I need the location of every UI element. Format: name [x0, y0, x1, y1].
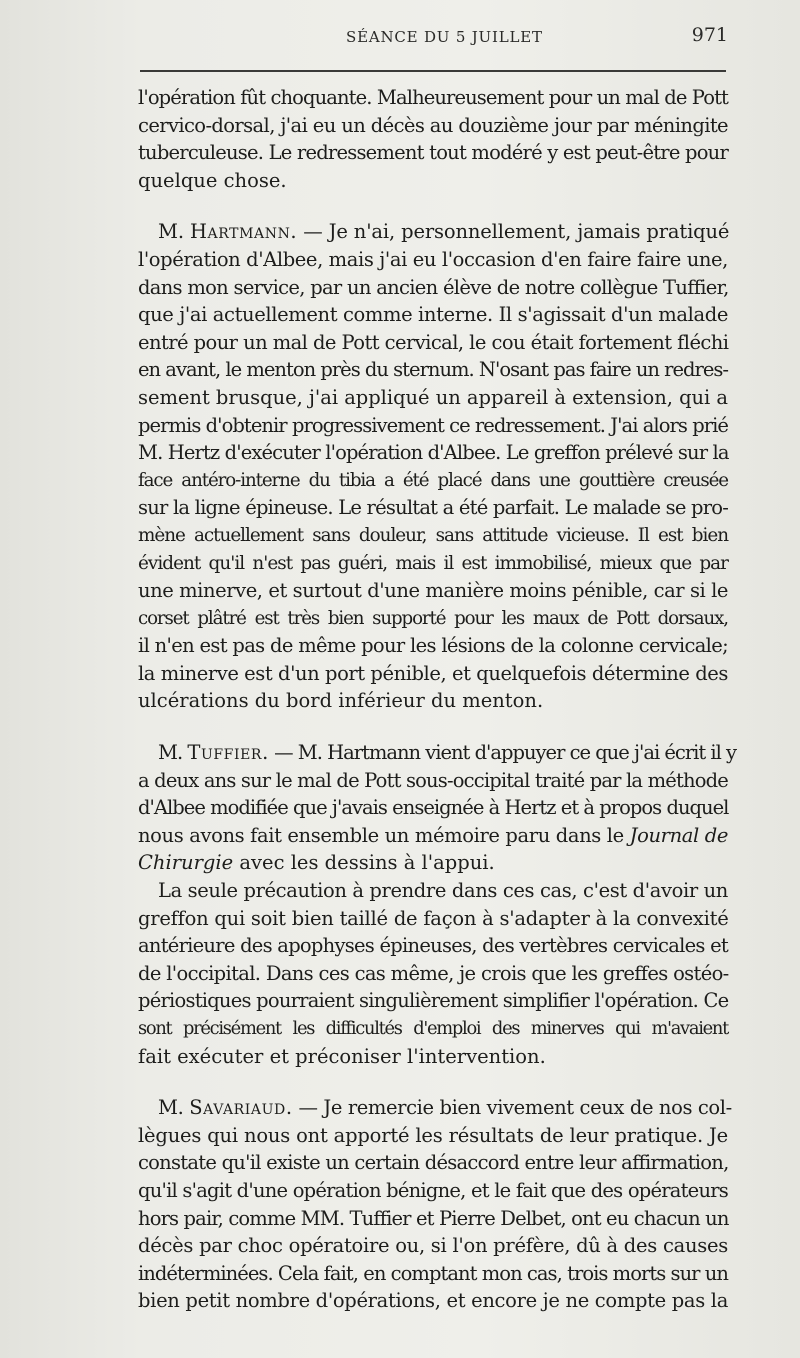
paragraph — [138, 877, 728, 1070]
text-line: permis d'obtenir progressivement ce redressement. J'ai alors prié — [138, 413, 728, 437]
text-line: d'Albee modifiée que j'avais enseignée à Hertz et à propos duquel — [138, 796, 729, 820]
text-line: dans mon service, par un ancien élève de notre collègue Tuffier, — [138, 275, 729, 299]
line-text: avec les dessins à l'appui. — [233, 851, 495, 875]
text-line: que j'ai actuellement comme interne. Il s'agissait d'un malade — [138, 303, 728, 327]
text-line: de l'occipital. Dans ces cas même, je crois que les greffes ostéo- — [138, 961, 729, 985]
speaker-prefix: M. — [158, 1096, 190, 1120]
speech-start: — Je n'ai, personnellement, jamais pratiqué — [297, 220, 730, 244]
text-line: en avant, le menton près du sternum. N'osant pas faire un redres- — [138, 358, 728, 382]
paragraph-hartmann — [138, 218, 728, 715]
text-line: ulcérations du bord inférieur du menton. — [138, 689, 544, 713]
paragraph-tuffier — [138, 739, 737, 877]
speaker-name: Tuffier. — [187, 741, 269, 765]
text-line: sont précisément les difficultés d'emploi des minerves qui m'avaient — [138, 1018, 728, 1039]
text-line: évident qu'il n'est pas guéri, mais il est immobilisé, mieux que par — [138, 552, 728, 574]
text-line — [138, 822, 728, 850]
speaker-prefix: M. — [158, 741, 188, 765]
text-line: la minerve est d'un port pénible, et quelquefois détermine des — [138, 661, 728, 685]
text-line: l'opération d'Albee, mais j'ai eu l'occasion d'en faire faire une, — [138, 247, 728, 271]
text-line: greffon qui soit bien taillé de façon à s'adapter à la convexité — [138, 906, 729, 930]
speaker-prefix: M. — [158, 220, 190, 244]
text-line: sur la ligne épineuse. Le résultat a été parfait. Le malade se pro- — [138, 496, 728, 520]
text-line: constate qu'il existe un certain désaccord entre leur affirmation, — [138, 1151, 729, 1175]
body-text — [138, 84, 737, 1315]
text-line: lègues qui nous ont apporté les résultats de leur pratique. Je — [138, 1123, 728, 1147]
text-line: indéterminées. Cela fait, en comptant mon cas, trois morts sur un — [138, 1261, 728, 1285]
paragraph-gap — [138, 1070, 728, 1094]
text-line: a deux ans sur le mal de Pott sous-occipital traité par la méthode — [138, 768, 728, 792]
running-title: SÉANCE DU 5 JUILLET — [346, 28, 543, 46]
text-line: La seule précaution à prendre dans ces cas, c'est d'avoir un — [158, 879, 728, 903]
text-line: périostiques pourraient singulièrement simplifier l'opération. Ce — [138, 989, 729, 1013]
text-line: il n'en est pas de même pour les lésions de la colonne cervicale; — [138, 634, 728, 658]
text-line: quelque chose. — [138, 168, 287, 192]
text-line: décès par choc opératoire ou, si l'on préfère, dû à des causes — [138, 1234, 728, 1258]
speaker-name: Savariaud. — [189, 1096, 293, 1120]
text-line — [138, 739, 737, 767]
line-text: nous avons fait ensemble un mémoire paru dans le — [138, 823, 624, 847]
text-line: hors pair, comme MM. Tuffier et Pierre Delbet, ont eu chacun un — [138, 1206, 729, 1230]
paragraph-gap — [138, 194, 728, 218]
text-line: M. Hertz d'exécuter l'opération d'Albee. Le greffon prélevé sur la — [138, 441, 729, 465]
text-line: qu'il s'agit d'une opération bénigne, et le fait que des opérateurs — [138, 1178, 728, 1202]
page-header — [138, 22, 728, 52]
text-line: tuberculeuse. Le redressement tout modéré y est peut-être pour — [138, 141, 728, 165]
text-line: cervico-dorsal, j'ai eu un décès au douzième jour par méningite — [138, 113, 728, 137]
text-line: mène actuellement sans douleur, sans attitude vicieuse. Il est bien — [138, 524, 728, 546]
journal-title: Journal de — [629, 823, 728, 847]
text-line: fait exécuter et préconiser l'intervention. — [138, 1044, 546, 1068]
text-line: corset plâtré est très bien supporté pour les maux de Pott dorsaux, — [138, 607, 728, 629]
speaker-name: Hartmann. — [189, 220, 298, 244]
paragraph — [138, 84, 728, 194]
text-line: bien petit nombre d'opérations, et encore je ne compte pas la — [138, 1289, 728, 1313]
journal-title: Chirurgie — [138, 851, 234, 875]
text-line: entré pour un mal de Pott cervical, le cou était fortement fléchi — [138, 330, 729, 354]
header-rule — [140, 70, 726, 72]
text-line: une minerve, et surtout d'une manière moins pénible, car si le — [138, 579, 728, 603]
text-line: antérieure des apophyses épineuses, des vertèbres cervicales et — [138, 934, 728, 958]
speech-start: — Je remercie bien vivement ceux de nos col- — [292, 1096, 732, 1120]
text-line — [138, 1094, 732, 1122]
paragraph-gap — [138, 715, 728, 739]
text-line: sement brusque, j'ai appliqué un appareil à extension, qui a — [138, 385, 728, 409]
page-number: 971 — [691, 24, 728, 46]
speech-start: — M. Hartmann vient d'appuyer ce que j'ai écrit il y — [268, 741, 737, 765]
paragraph-savariaud — [138, 1094, 732, 1315]
text-line — [138, 849, 728, 877]
text-line: face antéro-interne du tibia a été placé dans une gouttière creusée — [138, 469, 728, 491]
text-line — [138, 218, 728, 246]
text-line: l'opération fût choquante. Malheureusement pour un mal de Pott — [138, 86, 728, 109]
